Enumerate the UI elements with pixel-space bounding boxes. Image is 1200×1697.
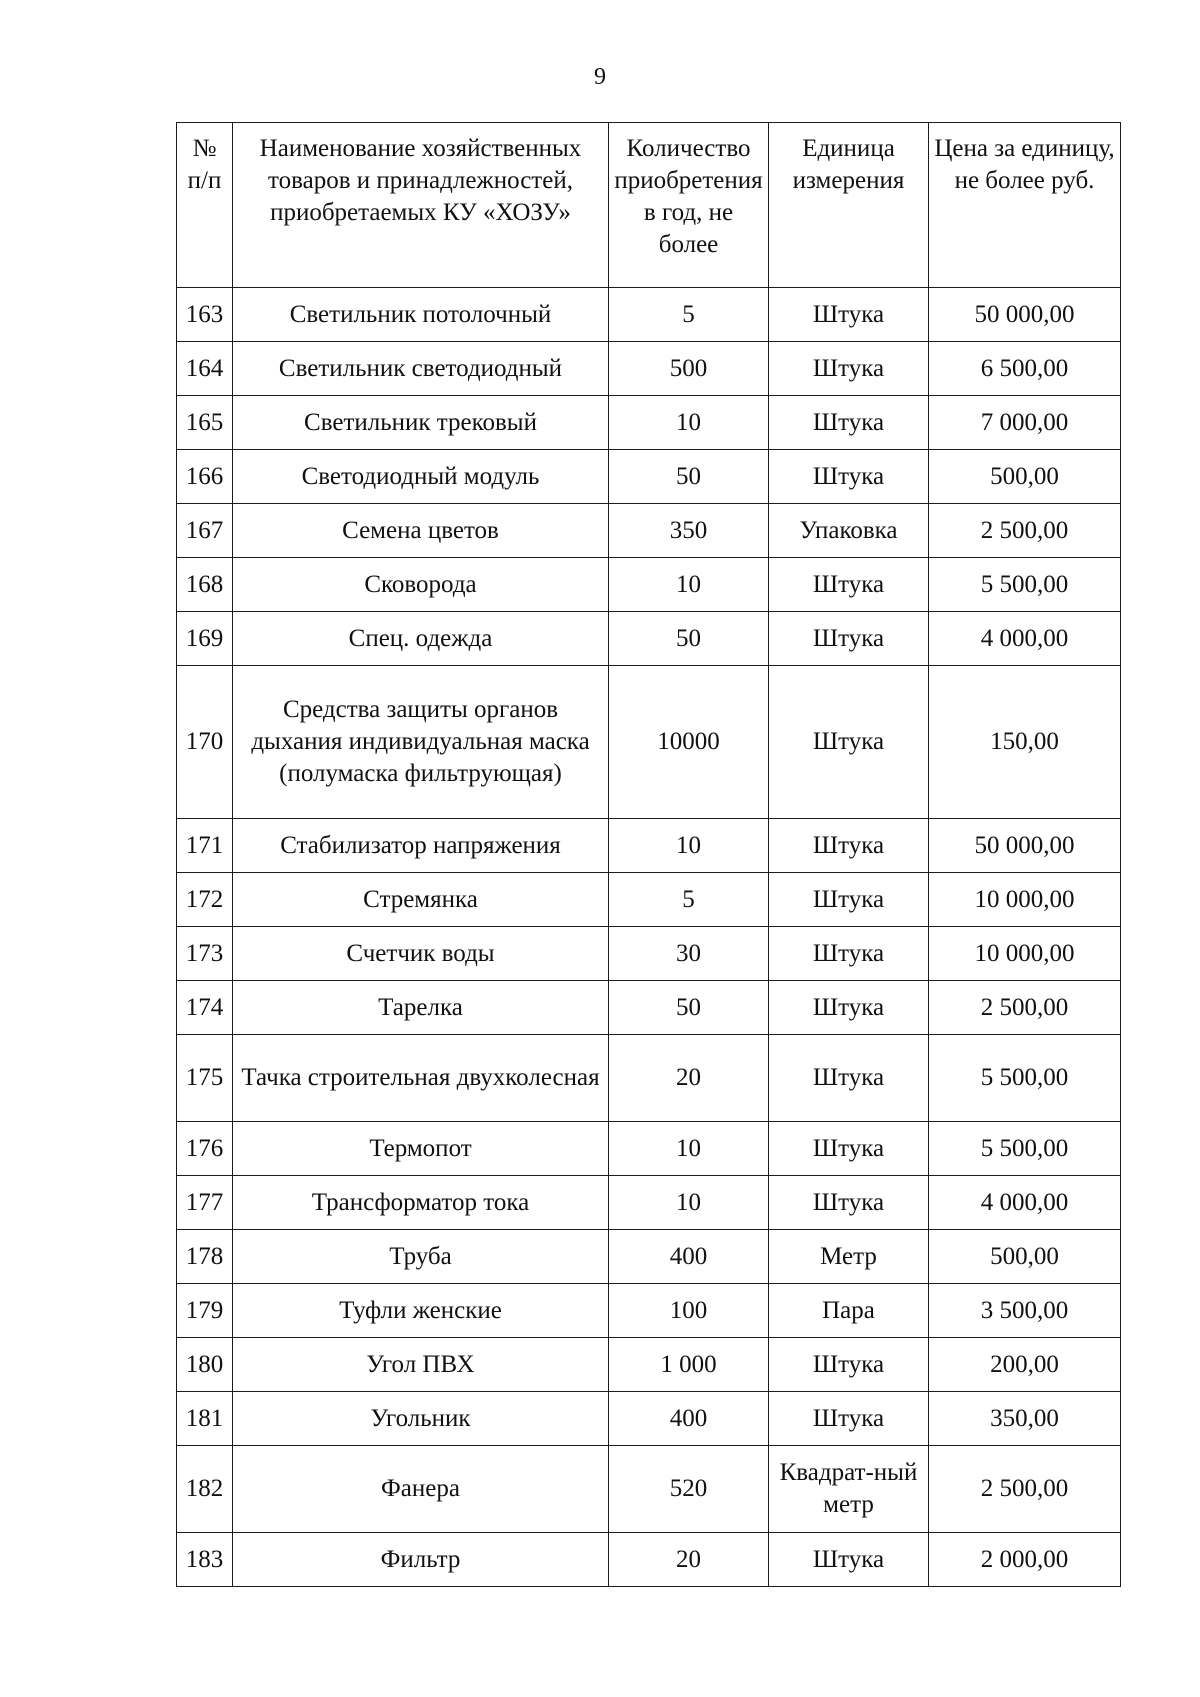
header-num: № п/п (177, 123, 233, 288)
cell-qty: 1 000 (609, 1338, 769, 1392)
cell-qty: 50 (609, 612, 769, 666)
cell-unit: Штука (769, 819, 929, 873)
cell-num: 174 (177, 981, 233, 1035)
table-row (177, 666, 1121, 819)
cell-name: Туфли женские (233, 1284, 609, 1338)
cell-qty: 500 (609, 342, 769, 396)
page-number: 9 (594, 64, 606, 90)
cell-unit: Квадрат-ный метр (769, 1446, 929, 1533)
goods-table (176, 122, 1121, 1587)
cell-num: 180 (177, 1338, 233, 1392)
cell-price: 2 500,00 (929, 1446, 1121, 1533)
cell-num: 178 (177, 1230, 233, 1284)
table-row (177, 288, 1121, 342)
cell-qty: 20 (609, 1035, 769, 1122)
cell-unit: Метр (769, 1230, 929, 1284)
header-unit: Единица измерения (769, 123, 929, 288)
cell-num: 172 (177, 873, 233, 927)
cell-qty: 5 (609, 288, 769, 342)
table-row (177, 612, 1121, 666)
table-row (177, 396, 1121, 450)
table-row (177, 819, 1121, 873)
header-price: Цена за единицу, не более руб. (929, 123, 1121, 288)
table-row (177, 450, 1121, 504)
cell-price: 500,00 (929, 450, 1121, 504)
cell-price: 10 000,00 (929, 873, 1121, 927)
cell-unit: Штука (769, 1035, 929, 1122)
cell-name: Стремянка (233, 873, 609, 927)
cell-name: Тачка строительная двухколесная (233, 1035, 609, 1122)
cell-qty: 10 (609, 1122, 769, 1176)
cell-name: Фанера (233, 1446, 609, 1533)
cell-name: Стабилизатор напряжения (233, 819, 609, 873)
cell-qty: 400 (609, 1230, 769, 1284)
cell-unit: Штука (769, 612, 929, 666)
cell-name: Семена цветов (233, 504, 609, 558)
table-row (177, 1176, 1121, 1230)
table-header-row (177, 123, 1121, 288)
cell-qty: 10000 (609, 666, 769, 819)
cell-unit: Штука (769, 396, 929, 450)
cell-unit: Штука (769, 1533, 929, 1587)
cell-name: Фильтр (233, 1533, 609, 1587)
cell-unit: Штука (769, 1338, 929, 1392)
cell-num: 176 (177, 1122, 233, 1176)
cell-name: Счетчик воды (233, 927, 609, 981)
cell-name: Труба (233, 1230, 609, 1284)
cell-unit: Штука (769, 288, 929, 342)
cell-num: 182 (177, 1446, 233, 1533)
cell-price: 7 000,00 (929, 396, 1121, 450)
header-qty: Количество приобретения в год, не более (609, 123, 769, 288)
cell-name: Угол ПВХ (233, 1338, 609, 1392)
cell-name: Трансформатор тока (233, 1176, 609, 1230)
table-row (177, 981, 1121, 1035)
cell-num: 175 (177, 1035, 233, 1122)
cell-qty: 10 (609, 819, 769, 873)
cell-unit: Штука (769, 1392, 929, 1446)
cell-name: Тарелка (233, 981, 609, 1035)
table-row (177, 1446, 1121, 1533)
table-row (177, 1338, 1121, 1392)
cell-name: Средства защиты органов дыхания индивидуальная маска (полумаска фильтрующая) (233, 666, 609, 819)
table-row (177, 873, 1121, 927)
table-row (177, 1533, 1121, 1587)
header-name: Наименование хозяйственных товаров и принадлежностей, приобретаемых КУ «ХОЗУ» (233, 123, 609, 288)
cell-num: 171 (177, 819, 233, 873)
cell-name: Светильник потолочный (233, 288, 609, 342)
cell-price: 200,00 (929, 1338, 1121, 1392)
cell-name: Светильник трековый (233, 396, 609, 450)
cell-num: 167 (177, 504, 233, 558)
cell-qty: 30 (609, 927, 769, 981)
table-row (177, 504, 1121, 558)
cell-price: 500,00 (929, 1230, 1121, 1284)
cell-price: 4 000,00 (929, 1176, 1121, 1230)
table-row (177, 1035, 1121, 1122)
cell-num: 163 (177, 288, 233, 342)
table-row (177, 558, 1121, 612)
table-row (177, 1284, 1121, 1338)
cell-num: 165 (177, 396, 233, 450)
cell-qty: 520 (609, 1446, 769, 1533)
cell-name: Термопот (233, 1122, 609, 1176)
cell-qty: 50 (609, 450, 769, 504)
cell-unit: Штука (769, 342, 929, 396)
cell-name: Сковорода (233, 558, 609, 612)
cell-price: 50 000,00 (929, 288, 1121, 342)
cell-qty: 50 (609, 981, 769, 1035)
cell-price: 6 500,00 (929, 342, 1121, 396)
cell-price: 2 500,00 (929, 504, 1121, 558)
cell-price: 5 500,00 (929, 1035, 1121, 1122)
cell-num: 168 (177, 558, 233, 612)
table-row (177, 342, 1121, 396)
cell-num: 169 (177, 612, 233, 666)
cell-unit: Штука (769, 873, 929, 927)
cell-name: Угольник (233, 1392, 609, 1446)
cell-qty: 10 (609, 396, 769, 450)
cell-num: 181 (177, 1392, 233, 1446)
cell-qty: 400 (609, 1392, 769, 1446)
cell-unit: Штука (769, 666, 929, 819)
cell-qty: 100 (609, 1284, 769, 1338)
table-row (177, 1122, 1121, 1176)
cell-unit: Штука (769, 981, 929, 1035)
cell-price: 10 000,00 (929, 927, 1121, 981)
cell-price: 5 500,00 (929, 1122, 1121, 1176)
cell-num: 183 (177, 1533, 233, 1587)
cell-unit: Пара (769, 1284, 929, 1338)
cell-num: 164 (177, 342, 233, 396)
cell-qty: 10 (609, 1176, 769, 1230)
cell-price: 3 500,00 (929, 1284, 1121, 1338)
table-row (177, 927, 1121, 981)
cell-num: 179 (177, 1284, 233, 1338)
cell-price: 350,00 (929, 1392, 1121, 1446)
cell-price: 50 000,00 (929, 819, 1121, 873)
cell-num: 166 (177, 450, 233, 504)
cell-unit: Штука (769, 1176, 929, 1230)
cell-name: Спец. одежда (233, 612, 609, 666)
table-row (177, 1392, 1121, 1446)
cell-price: 2 000,00 (929, 1533, 1121, 1587)
cell-price: 2 500,00 (929, 981, 1121, 1035)
table-row (177, 1230, 1121, 1284)
cell-qty: 350 (609, 504, 769, 558)
cell-unit: Штука (769, 1122, 929, 1176)
cell-price: 150,00 (929, 666, 1121, 819)
cell-num: 173 (177, 927, 233, 981)
cell-qty: 20 (609, 1533, 769, 1587)
cell-name: Светильник светодиодный (233, 342, 609, 396)
cell-unit: Штука (769, 927, 929, 981)
cell-price: 4 000,00 (929, 612, 1121, 666)
cell-name: Светодиодный модуль (233, 450, 609, 504)
cell-num: 170 (177, 666, 233, 819)
cell-unit: Штука (769, 558, 929, 612)
cell-unit: Штука (769, 450, 929, 504)
cell-qty: 10 (609, 558, 769, 612)
cell-price: 5 500,00 (929, 558, 1121, 612)
cell-qty: 5 (609, 873, 769, 927)
cell-num: 177 (177, 1176, 233, 1230)
cell-unit: Упаковка (769, 504, 929, 558)
